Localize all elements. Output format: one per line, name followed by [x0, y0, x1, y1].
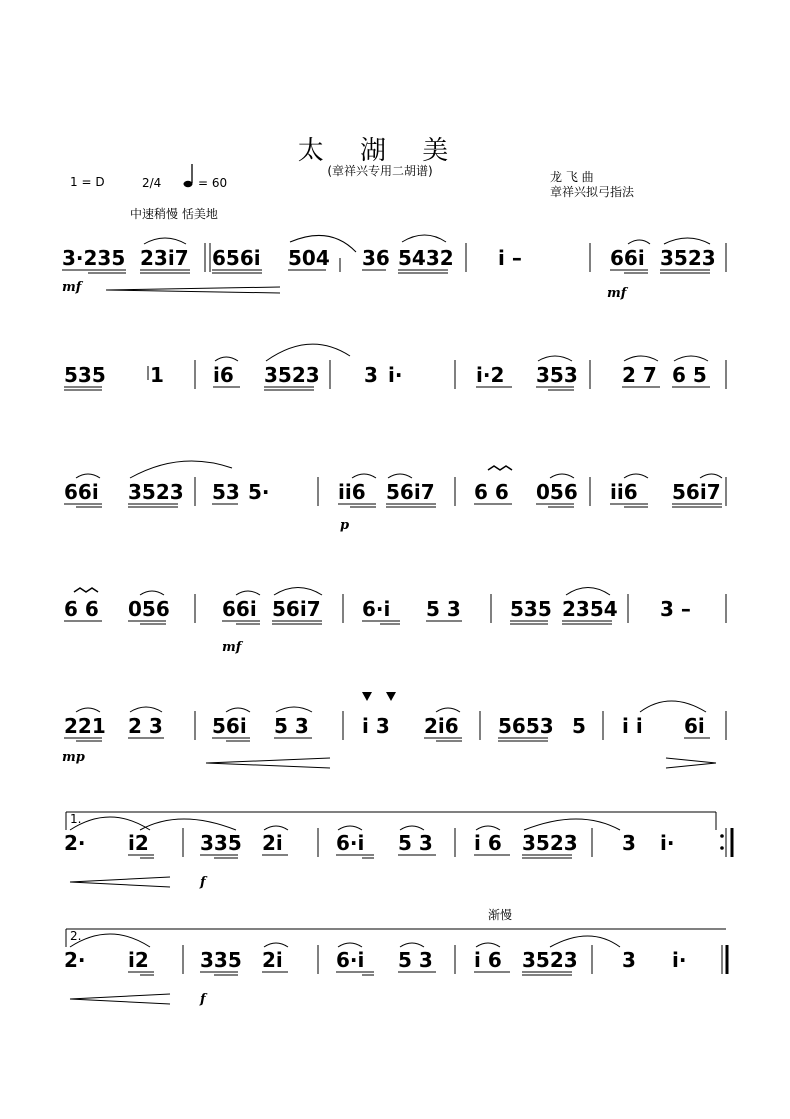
note-group: 3523	[522, 831, 578, 855]
composer-credit: 龙 飞 曲	[550, 170, 594, 184]
note-group: 2354	[562, 597, 618, 621]
note-group: 36	[362, 246, 390, 270]
note-group: 2·	[64, 831, 86, 855]
note-group: 3	[622, 948, 636, 972]
note-group: 3·235	[62, 246, 126, 270]
note-group: 353	[536, 363, 578, 387]
note-group: 6·i	[362, 597, 391, 621]
note-group: i i	[622, 714, 643, 738]
dynamic-mark: mf	[222, 640, 242, 655]
note-group: 3523	[128, 480, 184, 504]
dynamic-mark: mf	[62, 280, 82, 295]
note-group: i6	[213, 363, 234, 387]
note-group: 23i7	[140, 246, 189, 270]
note-group: 056	[536, 480, 578, 504]
note-group: i2	[128, 831, 149, 855]
note-group: 56i7	[272, 597, 321, 621]
note-group: i –	[498, 246, 522, 270]
note-group: 535	[64, 363, 106, 387]
score-subtitle: (章祥兴专用二胡谱)	[327, 164, 433, 178]
note-group: 5 3	[398, 831, 433, 855]
note-group: 6 6	[474, 480, 509, 504]
tempo-change-mark: 渐慢	[488, 908, 513, 922]
note-group: 2i6	[424, 714, 459, 738]
volta-number: 2.	[70, 929, 82, 943]
note-group: 656i	[212, 246, 261, 270]
note-group: 2i	[262, 948, 283, 972]
note-group: 2 7	[622, 363, 657, 387]
note-group: 56i7	[386, 480, 435, 504]
note-group: 6·i	[336, 831, 365, 855]
arranger-credit: 章祥兴拟弓指法	[550, 185, 635, 199]
note-group: 6 6	[64, 597, 99, 621]
note-group: 6i	[684, 714, 705, 738]
note-group: 5653	[498, 714, 554, 738]
note-group: 53	[212, 480, 240, 504]
note-group: 504	[288, 246, 330, 270]
note-group: i·	[388, 363, 403, 387]
note-group: 5·	[248, 480, 270, 504]
note-group: 66i	[222, 597, 257, 621]
note-group: ii6	[610, 480, 638, 504]
tempo-marking: = 60	[198, 176, 228, 190]
note-group: i2	[128, 948, 149, 972]
score-title: 太 湖 美	[297, 136, 463, 166]
note-group: 5432	[398, 246, 454, 270]
volta-number: 1.	[70, 812, 82, 826]
note-group: 56i	[212, 714, 247, 738]
note-group: 66i	[64, 480, 99, 504]
note-group: 335	[200, 831, 242, 855]
dynamic-mark: p	[340, 518, 350, 533]
note-group: 5 3	[426, 597, 461, 621]
expression-marking: 中速稍慢 恬美地	[130, 207, 218, 221]
note-group: i 3	[362, 714, 390, 738]
dynamic-mark: mf	[607, 286, 627, 301]
note-group: 3523	[660, 246, 716, 270]
note-group: i·	[672, 948, 687, 972]
note-group: 2·	[64, 948, 86, 972]
note-group: 335	[200, 948, 242, 972]
note-group: i·2	[476, 363, 505, 387]
note-group: 66i	[610, 246, 645, 270]
note-group: 3523	[522, 948, 578, 972]
note-group: 56i7	[672, 480, 721, 504]
note-group: 6 5	[672, 363, 707, 387]
note-group: 056	[128, 597, 170, 621]
note-group: 6·i	[336, 948, 365, 972]
note-group: 3523	[264, 363, 320, 387]
key-signature: 1 = D	[70, 175, 105, 189]
note-group: 2 3	[128, 714, 163, 738]
note-group: 5 3	[274, 714, 309, 738]
note-group: 1	[150, 363, 164, 387]
note-group: 5	[572, 714, 586, 738]
time-signature: 2/4	[142, 176, 162, 190]
note-group: 221	[64, 714, 106, 738]
dynamic-mark: f	[200, 992, 206, 1007]
note-group: i·	[660, 831, 675, 855]
dynamic-mark: f	[200, 875, 206, 890]
note-group: 2i	[262, 831, 283, 855]
note-group: i 6	[474, 948, 502, 972]
note-group: 5 3	[398, 948, 433, 972]
note-group: ii6	[338, 480, 366, 504]
quarter-note-icon	[183, 163, 197, 189]
note-group: 535	[510, 597, 552, 621]
note-group: i 6	[474, 831, 502, 855]
note-group: 3	[622, 831, 636, 855]
dynamic-mark: mp	[62, 750, 85, 765]
note-group: 3 –	[660, 597, 691, 621]
note-group: 3	[364, 363, 378, 387]
